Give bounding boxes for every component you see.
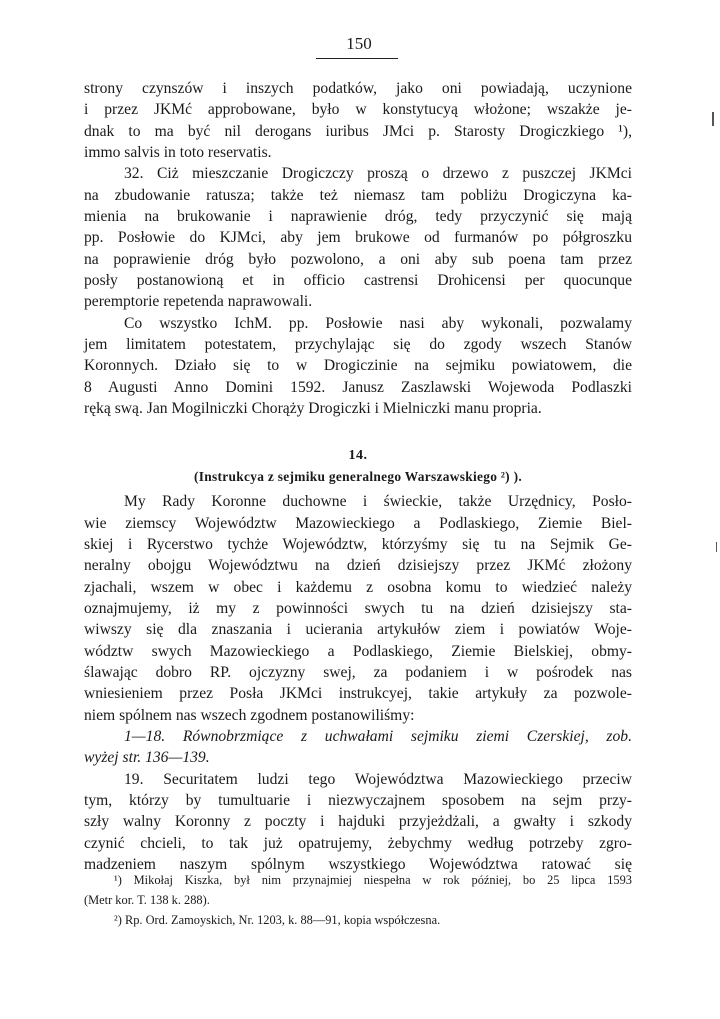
text-line: 8 Augusti Anno Domini 1592. Janusz Zaszlawski Wojewoda Podlaszki: [84, 378, 632, 396]
text-line: wyżej str. 136—139.: [84, 749, 210, 767]
text-line: peremptorie repetenda naprawowali.: [84, 293, 313, 311]
text-line: wie ziemscy Województw Mazowieckiego a Podlaskiego, Ziemie Biel-: [84, 514, 632, 532]
text-line: immo salvis in toto reservatis.: [84, 144, 272, 162]
paragraph-continuation: [84, 78, 632, 163]
text-line: 19. Securitatem ludzi tego Województwa Mazowieckiego przeciw: [124, 770, 632, 788]
text-line: wiwszy się dla znaszania i ucierania artykułów ziem i powiatów Woje-: [84, 621, 632, 639]
document-number: 14.: [348, 447, 368, 463]
text-line: wództw swych Mazowieckiego a Podlaskiego, Ziemie Bielskiej, obmy-: [84, 642, 632, 660]
paragraph-articles-1-18: [84, 726, 632, 769]
scan-edge-mark: [716, 542, 717, 552]
text-line: ślawając dobro RP. ojczyzny swej, za podaniem i w pośrodek nas: [84, 663, 632, 681]
paragraph-closing: [84, 313, 632, 420]
text-line: pp. Posłowie do KJMci, aby jem brukowe od furmanów po półgroszku: [84, 229, 632, 247]
document-title: (Instrukcya z sejmiku generalnego Warszawskiego ²) ).: [193, 468, 522, 484]
page-number: 150: [346, 34, 372, 53]
section-gap: [84, 420, 632, 445]
text-line: na zbudowanie ratusza; także też niemasz tam pobliżu Drogiczyna ka-: [84, 186, 632, 204]
text-line: ręką swą. Jan Mogilniczki Chorąży Drogiczki i Mielniczki manu propria.: [84, 400, 542, 418]
body-text: [84, 78, 632, 875]
text-line: tym, którzy by tumultuarie i niezwyczajnem sposobem na sejm przy-: [84, 792, 632, 809]
paragraph-article-19: [84, 769, 632, 876]
text-line: dnak to ma być nil derogans iuribus JMci p. Starosty Drogiczkiego ¹),: [84, 122, 632, 140]
text-line: na poprawienie dróg było pozwolono, a oni aby sub poena tam przez: [84, 250, 632, 268]
header-rule: [316, 58, 398, 59]
text-line: mienia na brukowanie i naprawienie dróg, tedy przyczynić się mają: [84, 208, 632, 226]
text-line: jem limitatem potestatem, przychylając się do zgody wszech Stanów: [84, 336, 632, 354]
footnote-2: [84, 910, 632, 930]
text-line: skiej i Rycerstwo tychże Województw, którzyśmy się tu na Sejmik Ge-: [84, 535, 632, 553]
text-line: 32. Ciż mieszczanie Drogiczczy proszą o drzewo z puszczej JKMci: [124, 165, 632, 183]
paragraph-intro: [84, 491, 632, 726]
scan-edge-mark: [712, 112, 714, 126]
paragraph-32: [84, 163, 632, 312]
text-line: czynić chcieli, to tak już opatrujemy, żebychmy według potrzeby zgro-: [84, 834, 632, 852]
text-line: 1—18. Równobrzmiące z uchwałami sejmiku ziemi Czerskiej, zob.: [124, 727, 632, 745]
text-line: madzeniem naszym spólnym wszystkiego Województwa ratować się: [84, 856, 632, 874]
text-line: posły postanowioną et in officio castrensi Drohicensi per quocunque: [84, 272, 632, 290]
footnote-1: [84, 870, 632, 910]
footnote-line: ¹) Mikołaj Kiszka, był nim przynajmiej niespełna w rok później, bo 25 lipca 1593: [114, 873, 632, 887]
text-line: Co wszystko IchM. pp. Posłowie nasi aby wykonali, pozwalamy: [124, 314, 632, 332]
text-line: i przez JKMć approbowane, było w konstytucyą włożone; wszakże je-: [84, 101, 632, 119]
text-line: zjachali, wszem w obec i każdemu z osobna komu to wiedzieć należy: [84, 578, 632, 596]
text-line: My Rady Koronne duchowne i świeckie, także Urzędnicy, Posło-: [124, 493, 632, 511]
footnote-line: (Metr kor. T. 138 k. 288).: [84, 893, 210, 907]
footnotes: [84, 870, 632, 930]
text-line: wniesieniem przez Posła JKMci instrukcyej, takie artykuły za pozwole-: [84, 685, 632, 703]
text-line: oznajmujemy, iż my z powinności swych tu na dzień dzisiejszy sta-: [84, 599, 632, 617]
footnote-line: ²) Rp. Ord. Zamoyskich, Nr. 1203, k. 88—91, kopia współczesna.: [114, 913, 441, 927]
text-line: niem spólnem nas wszech zgodnem postanowiliśmy:: [84, 706, 415, 724]
text-line: neralny obojgu Województwu na dzień dzisiejszy przez JKMć złożony: [84, 557, 632, 575]
text-line: strony czynszów i inszych podatków, jako oni powiadają, uczynione: [84, 80, 632, 97]
text-line: szły walny Koronny z poczty i hajduki przyjeżdżali, a gwałty i szkody: [84, 813, 632, 831]
text-line: Koronnych. Działo się to w Drogiczinie na sejmiku powiatowem, die: [84, 357, 632, 375]
